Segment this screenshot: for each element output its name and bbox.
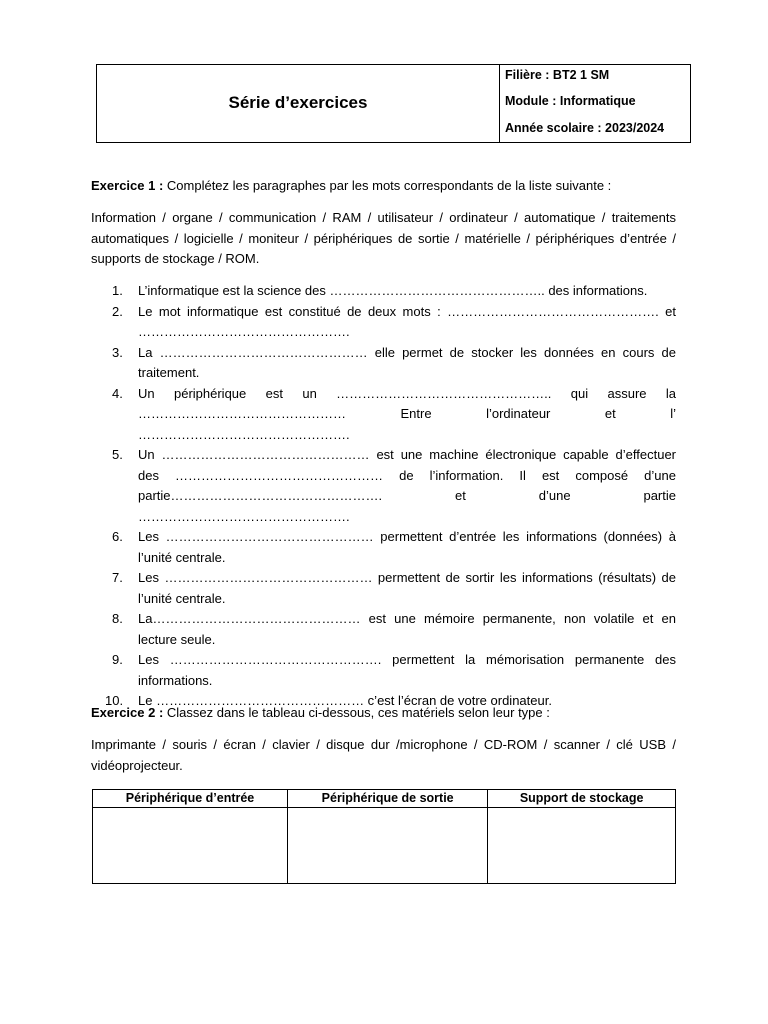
module-label: Module : Informatique (505, 94, 636, 109)
table-row (93, 808, 676, 884)
item-number: 7. (112, 570, 123, 585)
column-header-input: Périphérique d’entrée (93, 790, 288, 808)
exercise1-instruction: Complétez les paragraphes par les mots correspondants de la liste suivante : (163, 178, 612, 193)
item-text: Un ………………………………………… est une machine électronique capable d’effectuer des ………………………………………… de l’information. Il est composé d’une partie…………………………………………. et d’une partie …………………………………………. (138, 447, 676, 524)
item-number: 1. (112, 283, 123, 298)
exercise2-word-list: Imprimante / souris / écran / clavier / disque dur /microphone / CD-ROM / scanner / clé USB / vidéoprojecteur. (91, 737, 676, 773)
header-box (96, 64, 691, 143)
exercise-item (91, 343, 676, 384)
table-header-row (93, 790, 676, 808)
answer-cell-storage[interactable] (488, 808, 676, 884)
exercise1-word-list: Information / organe / communication / RAM / utilisateur / ordinateur / automatique / traitements automatiques / logicielle / moniteur / périphériques de sortie / matérielle / périphériques d’entrée / supports de stockage / ROM. (91, 210, 676, 266)
item-number: 10. (105, 693, 124, 708)
answer-cell-output[interactable] (288, 808, 488, 884)
header-info-cell (500, 65, 690, 142)
column-header-storage: Support de stockage (488, 790, 676, 808)
exercise2-heading (91, 703, 676, 724)
item-text: Le mot informatique est constitué de deux mots : …………………………………………. et …………………………………………. (138, 303, 676, 339)
item-text: L’informatique est la science des ………………………………………….. des informations. (138, 283, 648, 298)
item-text: Les …………………………………………. permettent la mémorisation permanente des informations. (138, 652, 676, 688)
exercise2-instruction: Classez dans le tableau ci-dessous, ces matériels selon leur type : (163, 705, 550, 720)
filiere-label: Filière : BT2 1 SM (505, 68, 610, 82)
item-number: 3. (112, 344, 123, 360)
item-text: Les ………………………………………… permettent d’entrée les informations (données) à l’unité centrale. (138, 529, 676, 565)
exercise-item (91, 445, 676, 527)
exercise-item (91, 650, 676, 691)
exercise-item (91, 384, 676, 446)
document-title: Série d’exercices (228, 93, 368, 113)
classification-table (92, 789, 676, 884)
exercise1-label: Exercice 1 : (91, 178, 164, 193)
item-number: 9. (112, 652, 123, 667)
column-header-output: Périphérique de sortie (288, 790, 488, 808)
item-text: Les ………………………………………… permettent de sortir les informations (résultats) de l’unité centrale. (138, 570, 676, 606)
item-number: 6. (112, 529, 123, 544)
exercise-item (91, 302, 676, 343)
exercise-item (91, 527, 676, 568)
item-number: 8. (112, 611, 123, 626)
item-text: La………………………………………… est une mémoire permanente, non volatile et en lecture seule. (138, 611, 676, 647)
answer-cell-input[interactable] (93, 808, 288, 884)
item-number: 5. (112, 447, 123, 462)
header-title-cell (97, 65, 500, 142)
exercise1-items (91, 281, 676, 712)
exercise-item (91, 568, 676, 609)
exercise1-heading (91, 176, 676, 197)
annee-label: Année scolaire : 2023/2024 (505, 120, 665, 135)
item-text: Un périphérique est un ………………………………………….. qui assure la ………………………………………… Entre l’ordinateur et l’ …………………………………………. (138, 385, 676, 442)
item-text: Le ………………………………………… c’est l’écran de votre ordinateur. (138, 693, 552, 708)
exercise2-label: Exercice 2 : (91, 705, 164, 720)
item-number: 4. (112, 385, 123, 401)
item-number: 2. (112, 303, 123, 319)
item-text: La ………………………………………… elle permet de stocker les données en cours de traitement. (138, 344, 676, 380)
exercise-item (91, 609, 676, 650)
exercise-item (91, 281, 676, 302)
